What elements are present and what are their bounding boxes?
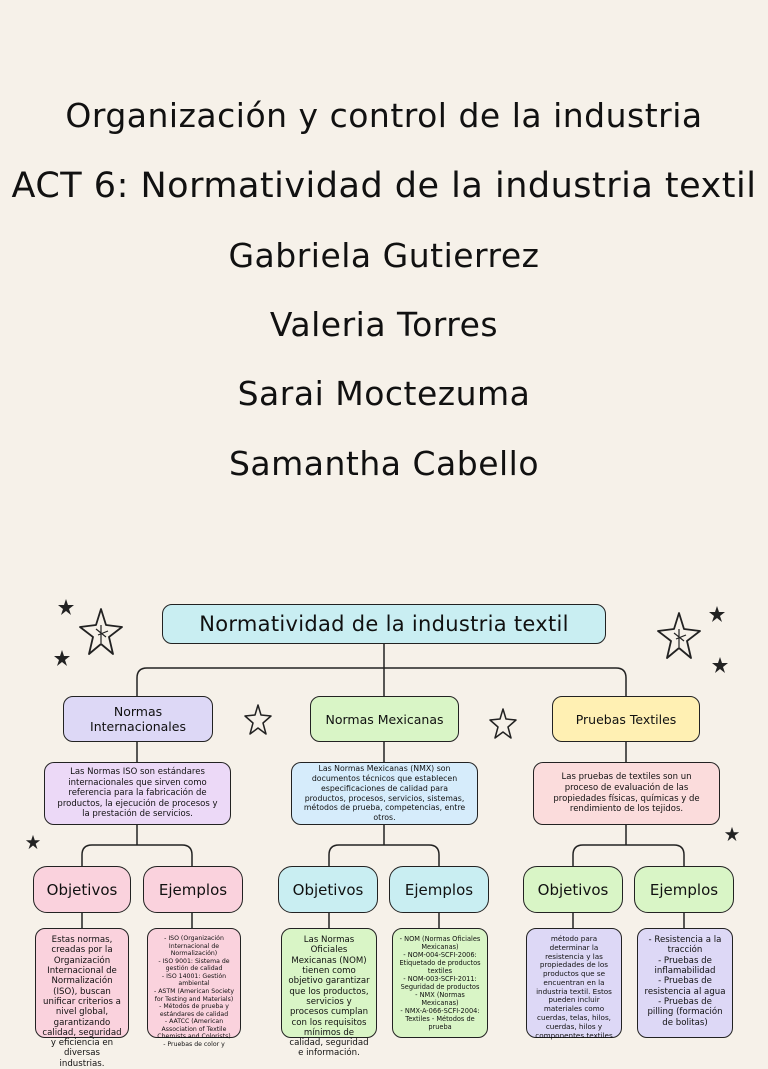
author-1: Gabriela Gutierrez — [228, 236, 540, 275]
objetivos-pruebas: Objetivos — [523, 866, 623, 913]
star-icon — [243, 703, 273, 737]
author-4: Samantha Cabello — [228, 444, 540, 483]
star-icon — [488, 707, 518, 741]
star-icon — [78, 607, 124, 657]
ejemplos-mexicanas-text: - NOM (Normas Oficiales Mexicanas) - NOM-004-SCFI-2006: Etiquetado de productos textiles - NOM-003-SCFI-2011: Seguridad de productos - NMX (Normas Mexicanas) - NMX-A-066-SCFI-2004: Textiles - Métodos de prueba — [392, 928, 488, 1038]
star-icon — [656, 611, 702, 661]
objetivos-internacionales-text: Estas normas, creadas por la Organización Internacional de Normalización (ISO), buscan unificar criterios a nivel global, garantizando calidad, seguridad y eficiencia en diversas industrias. — [35, 928, 129, 1038]
author-2: Valeria Torres — [269, 305, 499, 344]
category-mexicanas: Normas Mexicanas — [310, 696, 459, 742]
category-pruebas: Pruebas Textiles — [552, 696, 700, 742]
star-icon — [25, 834, 41, 850]
ejemplos-internacionales-text: - ISO (Organización Internacional de Normalización) - ISO 9001: Sistema de gestión de calidad - ISO 14001: Gestión ambiental - ASTM (American Society for Testing and Materials) - Métodos de prueba y estándares de calidad - AATCC (American Association of Textile Chemists and Colorists) - Pruebas de color y — [147, 928, 241, 1038]
star-icon — [708, 605, 726, 623]
page-title: Organización y control de la industria — [65, 96, 703, 135]
star-icon — [711, 656, 729, 674]
objetivos-internacionales: Objetivos — [33, 866, 131, 913]
star-icon — [724, 826, 740, 842]
star-icon — [53, 649, 71, 667]
ejemplos-pruebas-text: - Resistencia a la tracción - Pruebas de inflamabilidad - Pruebas de resistencia al agua - Pruebas de pilling (formación de bolitas) — [637, 928, 733, 1038]
activity-title: ACT 6: Normatividad de la industria textil — [11, 166, 757, 206]
star-icon — [57, 598, 75, 616]
description-pruebas: Las pruebas de textiles son un proceso de evaluación de las propiedades físicas, químicas y de rendimiento de los tejidos. — [533, 762, 720, 825]
ejemplos-mexicanas: Ejemplos — [389, 866, 489, 913]
diagram-root: Normatividad de la industria textil — [162, 604, 606, 644]
author-3: Sarai Moctezuma — [237, 374, 531, 413]
objetivos-mexicanas-text: Las Normas Oficiales Mexicanas (NOM) tienen como objetivo garantizar que los productos, servicios y procesos cumplan con los requisitos mínimos de calidad, seguridad e información. — [281, 928, 377, 1038]
category-internacionales: Normas Internacionales — [63, 696, 213, 742]
objetivos-mexicanas: Objetivos — [278, 866, 378, 913]
description-mexicanas: Las Normas Mexicanas (NMX) son documentos técnicos que establecen especificaciones de calidad para productos, procesos, servicios, sistemas, métodos de prueba, competencias, entre otros. — [291, 762, 478, 825]
description-internacionales: Las Normas ISO son estándares internacionales que sirven como referencia para la fabricación de productos, la ejecución de procesos y la prestación de servicios. — [44, 762, 231, 825]
objetivos-pruebas-text: método para determinar la resistencia y las propiedades de los productos que se encuentran en la industria textil. Estos pueden incluir materiales como cuerdas, telas, hilos, cuerdas, hilos y componentes textiles — [526, 928, 622, 1038]
ejemplos-pruebas: Ejemplos — [634, 866, 734, 913]
ejemplos-internacionales: Ejemplos — [143, 866, 243, 913]
